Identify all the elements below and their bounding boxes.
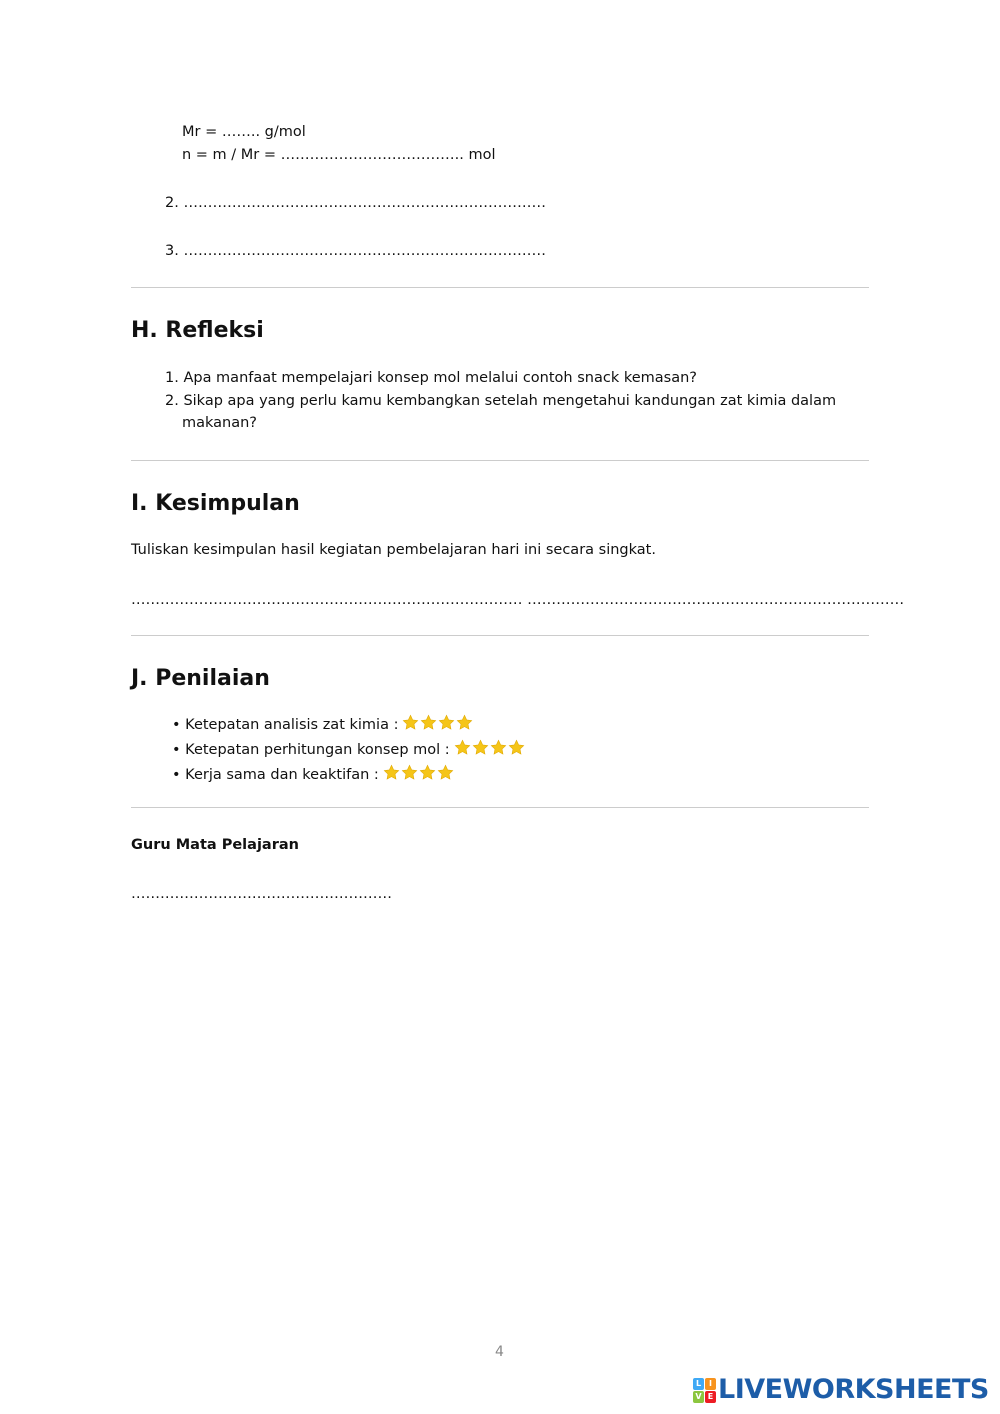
kesimpulan-instruction: Tuliskan kesimpulan hasil kegiatan pembelajaran hari ini secara singkat.	[131, 542, 656, 558]
refleksi-question-2: 2. Sikap apa yang perlu kamu kembangkan setelah mengetahui kandungan zat kimia dalam	[165, 393, 837, 409]
logo-letter: I	[705, 1378, 716, 1390]
star-icon	[454, 739, 471, 756]
star-icon	[438, 714, 455, 731]
section-title-kesimpulan: I. Kesimpulan	[131, 491, 300, 516]
divider	[131, 460, 869, 461]
n-line: n = m / Mr = ……………………………….. mol	[182, 147, 496, 163]
logo-letter: E	[705, 1391, 716, 1403]
refleksi-question-1: 1. Apa manfaat mempelajari konsep mol melalui contoh snack kemasan?	[165, 370, 697, 386]
star-rating	[402, 714, 474, 739]
answer-item-2: 2. …………………………………………………………………	[165, 195, 546, 211]
logo-letter: L	[693, 1378, 704, 1390]
divider	[131, 287, 869, 288]
refleksi-question-2-continued: makanan?	[182, 415, 257, 431]
star-icon	[472, 739, 489, 756]
star-icon	[401, 764, 418, 781]
liveworksheets-logo	[693, 1374, 989, 1406]
star-icon	[437, 764, 454, 781]
section-title-penilaian: J. Penilaian	[131, 666, 270, 691]
penilaian-item-label: • Ketepatan analisis zat kimia :	[172, 717, 399, 733]
kesimpulan-answer-line: ……………………………………………………………………… ……………………………………………………………………	[131, 592, 905, 608]
penilaian-item	[172, 714, 526, 739]
star-icon	[508, 739, 525, 756]
star-icon	[420, 714, 437, 731]
star-rating	[383, 764, 455, 789]
divider	[131, 807, 869, 808]
penilaian-item-label: • Kerja sama dan keaktifan :	[172, 767, 379, 783]
signature-line: ………………………………………………	[131, 886, 392, 902]
star-icon	[456, 714, 473, 731]
star-icon	[490, 739, 507, 756]
signature-label: Guru Mata Pelajaran	[131, 837, 299, 853]
logo-grid-icon	[693, 1378, 715, 1402]
star-icon	[402, 714, 419, 731]
penilaian-list	[172, 714, 526, 789]
star-icon	[383, 764, 400, 781]
page-number: 4	[495, 1344, 504, 1360]
penilaian-item-label: • Ketepatan perhitungan konsep mol :	[172, 742, 450, 758]
logo-letter: V	[693, 1391, 704, 1403]
mr-line: Mr = …….. g/mol	[182, 124, 306, 140]
section-title-refleksi: H. Refleksi	[131, 318, 264, 343]
divider	[131, 635, 869, 636]
penilaian-item	[172, 739, 526, 764]
answer-item-3: 3. …………………………………………………………………	[165, 243, 546, 259]
star-icon	[419, 764, 436, 781]
penilaian-item	[172, 764, 526, 789]
star-rating	[454, 739, 526, 764]
logo-wordmark: LIVEWORKSHEETS	[718, 1374, 989, 1405]
